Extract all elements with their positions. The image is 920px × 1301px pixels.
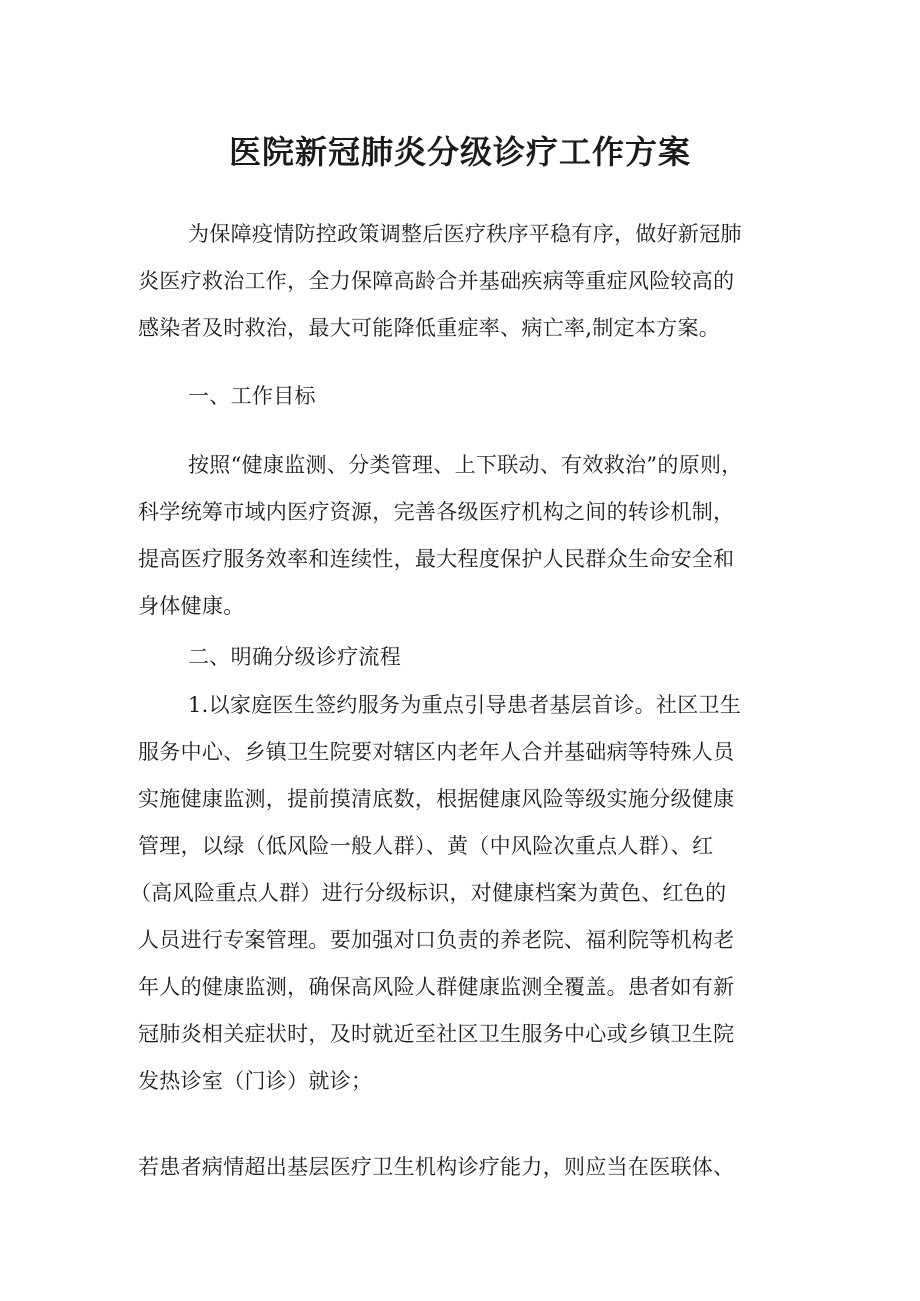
text-line: 管理，以绿（低风险一般人群）、黄（中风险次重点人群）、红 — [138, 834, 714, 858]
text-line: 科学统筹市域内医疗资源，完善各级医疗机构之间的转诊机制， — [138, 500, 735, 524]
text-line: 人员进行专案管理。要加强对口负责的养老院、福利院等机构老 — [138, 928, 735, 952]
text-line: 为保障疫情防控政策调整后医疗秩序平稳有序，做好新冠肺 — [188, 222, 742, 246]
text-line: 按照“健康监测、分类管理、上下联动、有效救治”的原则， — [188, 453, 743, 477]
process-item-1-paragraph — [130, 682, 788, 1105]
text-line: 炎医疗救治工作，全力保障高龄合并基础疾病等重症风险较高的 — [138, 269, 735, 293]
section-heading-goals: 一、工作目标 — [188, 384, 316, 408]
text-line: 发热诊室（门诊）就诊； — [138, 1069, 373, 1093]
section-heading-process: 二、明确分级诊疗流程 — [188, 645, 401, 669]
text-line: 服务中心、乡镇卫生院要对辖区内老年人合并基础病等特殊人员 — [138, 740, 735, 764]
intro-paragraph — [138, 211, 788, 352]
text-line: 提高医疗服务效率和连续性，最大程度保护人民群众生命安全和 — [138, 547, 735, 571]
text-line: 实施健康监测，提前摸清底数，根据健康风险等级实施分级健康 — [138, 787, 735, 811]
continuation-paragraph — [138, 1144, 788, 1191]
text-line: 若患者病情超出基层医疗卫生机构诊疗能力，则应当在医联体、 — [138, 1155, 735, 1179]
goals-paragraph — [138, 442, 788, 630]
text-line: 身体健康。 — [138, 594, 245, 618]
text-line: 感染者及时救治，最大可能降低重症率、病亡率,制定本方案。 — [138, 316, 721, 340]
text-line: （高风险重点人群）进行分级标识，对健康档案为黄色、红色的 — [130, 881, 727, 905]
text-line: 冠肺炎相关症状时，及时就近至社区卫生服务中心或乡镇卫生院 — [138, 1022, 735, 1046]
document-title: 医院新冠肺炎分级诊疗工作方案 — [228, 133, 691, 171]
text-line: 年人的健康监测，确保高风险人群健康监测全覆盖。患者如有新 — [138, 975, 735, 999]
text-line: 1.以家庭医生签约服务为重点引导患者基层首诊。社区卫生 — [188, 693, 742, 717]
